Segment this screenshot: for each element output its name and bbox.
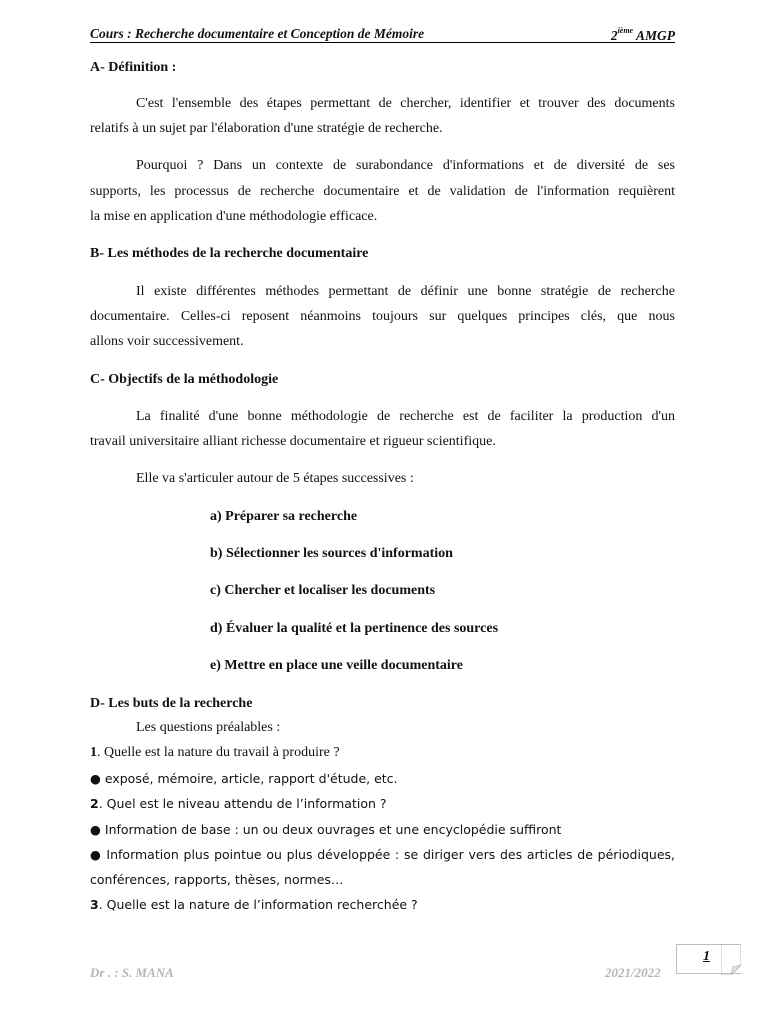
section-c-title: C- Objectifs de la méthodologie xyxy=(90,372,279,387)
question-3-text: . Quelle est la nature de l’information recherchée ? xyxy=(98,897,418,912)
step-item: e) Mettre en place une veille documentaire xyxy=(210,658,463,673)
level-number: 2 xyxy=(610,28,618,43)
step-item: a) Préparer sa recherche xyxy=(210,509,358,524)
section-c-para-line2: travail universitaire alliant richesse documentaire et rigueur scientifique. xyxy=(90,434,496,449)
section-a-title: A- Définition : xyxy=(90,60,177,75)
page-number: 1 xyxy=(703,949,710,964)
step-item: d) Évaluer la qualité et la pertinence des sources xyxy=(210,621,499,636)
header-class-level xyxy=(611,26,675,44)
question-2-text: . Quel est le niveau attendu de l’information ? xyxy=(98,796,387,811)
bullet-3-line2: conférences, rapports, thèses, normes… xyxy=(90,872,344,887)
page-number-box xyxy=(676,944,741,974)
section-b-title: B- Les méthodes de la recherche documentaire xyxy=(90,246,369,261)
section-a-para1-line2: relatifs à un sujet par l'élaboration d'une stratégie de recherche. xyxy=(90,121,443,136)
step-item: b) Sélectionner les sources d'information xyxy=(210,546,453,561)
section-a-para2-line2: supports, les processus de recherche documentaire et de validation de l'information requièrent xyxy=(90,184,675,199)
section-b-para-line3: allons voir successivement. xyxy=(90,334,244,349)
bullet-2: ● Information de base : un ou deux ouvrages et une encyclopédie suffiront xyxy=(90,822,562,837)
section-d-title: D- Les buts de la recherche xyxy=(90,696,253,711)
page-curl-icon xyxy=(721,945,741,975)
section-d-intro: Les questions préalables : xyxy=(136,720,281,735)
footer-year: 2021/2022 xyxy=(605,965,661,980)
step-item: c) Chercher et localiser les documents xyxy=(210,583,436,598)
question-3 xyxy=(90,897,418,912)
section-a-para2-line1: Pourquoi ? Dans un contexte de surabondance d'informations et de diversité de ses xyxy=(136,158,675,173)
question-1-number: 1 xyxy=(90,745,97,760)
page-header xyxy=(90,24,675,43)
section-a-para2-line3: la mise en application d'une méthodologie efficace. xyxy=(90,209,378,224)
footer-author: Dr . : S. MANA xyxy=(90,965,174,980)
section-a-para1-line1: C'est l'ensemble des étapes permettant de chercher, identifier et trouver des documents xyxy=(136,96,675,111)
section-b-para-line2: documentaire. Celles-ci reposent néanmoins toujours sur quelques principes clés, que nous xyxy=(90,309,675,324)
question-2-number: 2 xyxy=(90,796,99,811)
section-b-para-line1: Il existe différentes méthodes permettant de définir une bonne stratégie de recherche xyxy=(136,284,675,299)
bullet-3-line1: ● Information plus pointue ou plus développée : se diriger vers des articles de périodiques, xyxy=(90,847,675,862)
level-suffix: ième xyxy=(617,26,634,35)
question-1-text: . Quelle est la nature du travail à produire ? xyxy=(97,745,340,760)
question-2 xyxy=(90,796,387,811)
bullet-1: ● exposé, mémoire, article, rapport d'étude, etc. xyxy=(90,771,398,786)
section-c-para-line1: La finalité d'une bonne méthodologie de recherche est de faciliter la production d'un xyxy=(136,409,675,424)
header-course-title: Cours : Recherche documentaire et Conception de Mémoire xyxy=(90,26,425,41)
question-1 xyxy=(90,745,340,761)
section-c-intro: Elle va s'articuler autour de 5 étapes successives : xyxy=(136,471,414,486)
question-3-number: 3 xyxy=(90,897,99,912)
level-program: AMGP xyxy=(633,28,675,43)
